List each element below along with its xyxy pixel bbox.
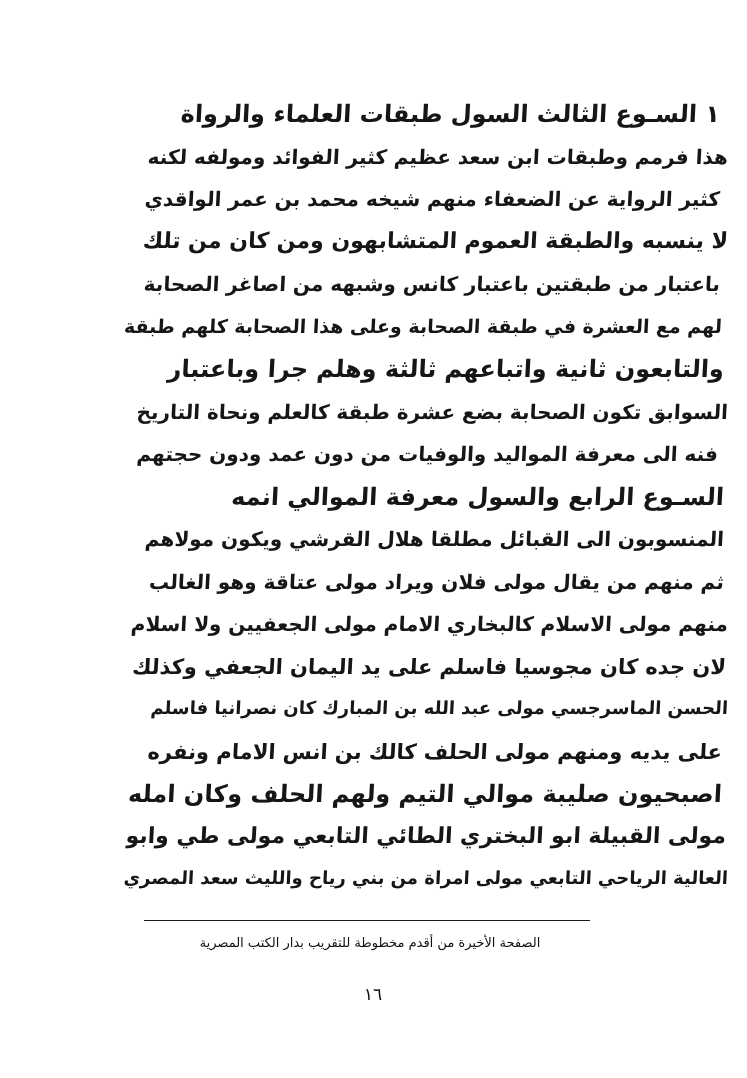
- manuscript-line: مولى القبيلة ابو البختري الطائي التابعي مولى طي وابو: [125, 824, 727, 849]
- caption: الصفحة الأخيرة من أقدم مخطوطة للتقريب بدار الكتب المصرية: [199, 936, 541, 951]
- manuscript-line: باعتبار من طبقتين باعتبار كانس وشبهه من اصاغر الصحابة: [143, 272, 721, 296]
- manuscript-line: على يديه ومنهم مولى الحلف كالك بن انس الامام ونفره: [146, 740, 723, 764]
- manuscript-line: والتابعون ثانية واتباعهم ثالثة وهلم جرا وباعتبار: [166, 355, 725, 383]
- manuscript-line: كثير الرواية عن الضعفاء منهم شيخه محمد بن عمر الواقدي: [144, 187, 721, 211]
- manuscript-line: السوابق تكون الصحابة بضع عشرة طبقة كالعلم ونحاة التاريخ: [136, 400, 729, 424]
- manuscript-line: فنه الى معرفة المواليد والوفيات من دون عمد ودون حجتهم: [135, 442, 719, 466]
- manuscript-line: منهم مولى الاسلام كالبخاري الامام مولى الجعفيين ولا اسلام: [130, 612, 729, 636]
- manuscript-image: [92, 92, 728, 904]
- manuscript-line: ١ السـوع الثالث السول طبقات العلماء والرواة: [180, 100, 721, 128]
- manuscript-line: العالية الرياحي التابعي مولى امراة من بني رياح والليث سعد المصري: [123, 868, 729, 889]
- manuscript-line: المنسوبون الى القبائل مطلقا هلال القرشي ويكون مولاهم: [144, 527, 725, 551]
- manuscript-line: لا ينسبه والطبقة العموم المتشابهون ومن كان من تلك: [142, 229, 729, 254]
- manuscript-line: السـوع الرابع والسول معرفة الموالي انمه: [230, 483, 725, 511]
- manuscript-line: اصبحيون صليبة موالي التيم ولهم الحلف وكان امله: [127, 780, 723, 808]
- manuscript-line: لهم مع العشرة في طبقة الصحابة وعلى هذا الصحابة كلهم طبقة: [123, 316, 723, 338]
- caption-rule: [144, 920, 590, 921]
- manuscript-line: ثم منهم من يقال مولى فلان ويراد مولى عتاقة وهو الغالب: [148, 570, 725, 594]
- manuscript-line: هذا فرمم وطبقات ابن سعد عظيم كثير الفوائد ومولفه لكنه: [147, 145, 729, 169]
- manuscript-line: الحسن الماسرجسي مولى عبد الله بن المبارك كان نصرانيا فاسلم: [149, 698, 729, 719]
- manuscript-line: لان جده كان مجوسيا فاسلم على يد اليمان الجعفي وكذلك: [131, 655, 727, 679]
- page-number: ١٦: [363, 985, 383, 1005]
